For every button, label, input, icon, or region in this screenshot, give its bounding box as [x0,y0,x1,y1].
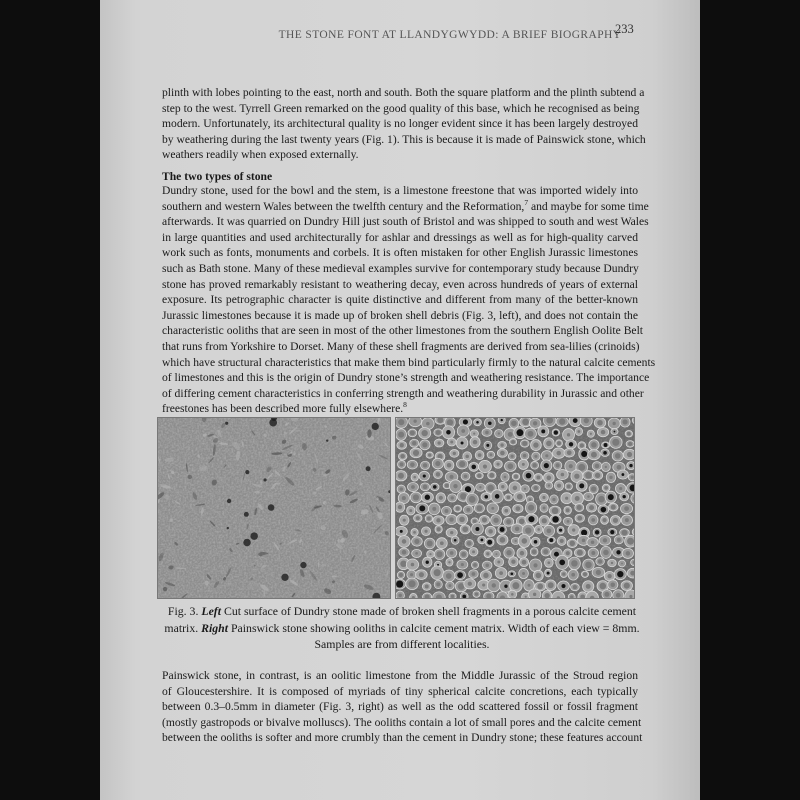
text-line: Painswick stone, in contrast, is an oolitic limestone from the Middle Jurassic of the Stroud region [162,669,638,682]
footnote-8-marker[interactable]: 8 [403,400,407,410]
text-line: of differing cement characteristics in conferring strength and weathering durability in Jurassic and other [162,386,644,400]
text-line: southern and western Wales between the twelfth century and the Reformation,$^7$ and maybe for some time [162,197,649,213]
text-line: between 0.3–0.5mm in diameter (Fig. 3, right) as well as the odd scattered fossil or fossil fragment [162,700,638,714]
text-line: that runs from Yorkshire to Dorset. Many of these shell fragments are derived from sea-lilies (crinoids) [162,339,640,353]
running-head: THE STONE FONT AT LLANDYGWYDD: A BRIEF BIOGRAPHY [278,29,622,41]
text-line: in large quantities and used architecturally for ashlar and dressings as well as for high-quality carved [162,230,638,244]
text-line: freestones has been described more fully elsewhere.$^8$ [162,400,407,416]
text-line: afterwards. It was quarried on Dundry Hill just south of Bristol and was shipped to south and west Wales [162,215,649,229]
caption-line: Fig. 3. Left Cut surface of Dundry stone made of broken shell fragments in a porous calcite cement [167,604,637,618]
text-line: of Gloucestershire. It is composed of myriads of tiny spherical calcite concretions, each typically [162,684,638,698]
paragraph-dundry [162,183,656,417]
text-line: of limestones and this is the origin of Dundry stone’s strength and weathering resistance. The importance [162,371,650,385]
caption-line: Samples are from different localities. [314,637,490,651]
dundry-stone-micrograph [157,417,391,599]
painswick-stone-micrograph [395,417,635,599]
text-line: which have structural characteristics that make them bind particularly firmly to the natural calcite cements [162,355,656,369]
text-line: weathers readily when exposed externally. [162,148,359,162]
section-heading: The two types of stone [162,170,273,183]
caption-line: matrix. Right Painswick stone showing ooliths in calcite cement matrix. Width of each view = 8mm. [164,620,640,635]
text-line: plinth with lobes pointing to the east, north and south. Both the square platform and the plinth subtend a [162,86,645,99]
figure-caption [164,603,640,653]
text-line: Dundry stone, used for the bowl and the stem, is a limestone freestone that was imported widely into [162,184,638,197]
text-line: between the ooliths is softer and more crumbly than the cement in Dundry stone; these features account [162,731,643,745]
text-line: such as Bath stone. Many of these medieval examples survive for contemporary study because Dundry [162,261,639,275]
page-number: 233 [615,22,634,36]
text-line: Jurassic limestones because it is made up of broken shell debris (Fig. 3, left), and does not contain the [162,308,638,322]
text-line: modern. Unfortunately, its architectural quality is no longer evident since it has been largely destroyed [162,117,638,131]
text-line: exposure. Its petrographic character is quite distinctive and different from many of the better-known [162,293,638,307]
paragraph-plinth [162,85,646,163]
paragraph-painswick [162,668,643,746]
footnote-7-marker[interactable]: 7 [524,197,529,207]
text-line: stone has proved remarkably resistant to weathering decay, even across hundreds of years of external [162,277,638,291]
text-line: work such as fonts, monuments and corbels. It is often mistaken for other English Jurassic limestones [162,246,638,260]
text-line: step to the west. Tyrrell Green remarked on the good quality of this base, which he recognised as being [162,101,640,115]
text-line: by weathering during the last twenty years (Fig. 1). This is because it is made of Painswick stone, which [162,132,646,146]
text-line: characteristic ooliths that are seen in most of the other limestones from the southern English Oolite Belt [162,324,644,338]
text-line: (mostly gastropods or bivalve molluscs). The ooliths contain a lot of small pores and the calcite cement [162,715,642,729]
book-page [100,0,700,800]
